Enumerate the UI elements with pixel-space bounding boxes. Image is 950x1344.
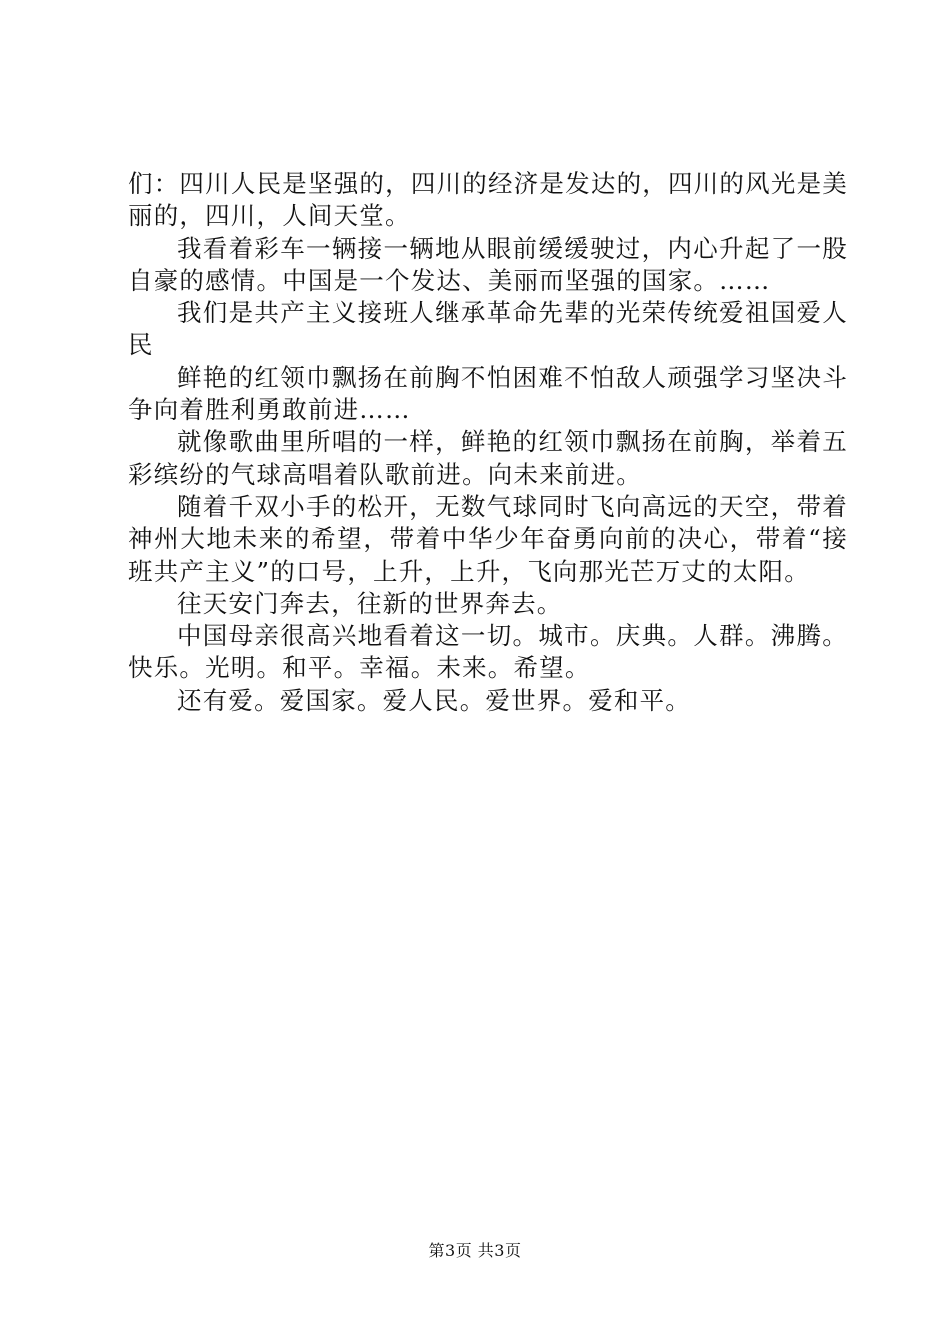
page-footer: 第3页 共3页 bbox=[428, 1241, 522, 1260]
paragraph-song-line-1: 我们是共产主义接班人继承革命先辈的光荣传统爱祖国爱人民 bbox=[128, 298, 848, 360]
paragraph-song-line-2: 鲜艳的红领巾飘扬在前胸不怕困难不怕敌人顽强学习坚决斗争向着胜利勇敢前进…… bbox=[128, 362, 848, 425]
paragraph-tiananmen: 往天安门奔去，往新的世界奔去。 bbox=[177, 588, 563, 618]
body-text bbox=[128, 168, 848, 717]
paragraph-marching: 就像歌曲里所唱的一样，鲜艳的红领巾飘扬在前胸，举着五彩缤纷的气球高唱着队歌前进。向未来前进。 bbox=[128, 427, 848, 489]
paragraph-parade-floats: 我看着彩车一辆接一辆地从眼前缓缓驶过，内心升起了一股自豪的感情。中国是一个发达、美丽而坚强的国家。…… bbox=[128, 233, 848, 295]
paragraph-love: 还有爱。爱国家。爱人民。爱世界。爱和平。 bbox=[177, 685, 691, 715]
paragraph-mother-china: 中国母亲很高兴地看着这一切。城市。庆典。人群。沸腾。快乐。光明。和平。幸福。未来。希望。 bbox=[128, 621, 848, 683]
paragraph-continuation: 们：四川人民是坚强的，四川的经济是发达的，四川的风光是美丽的，四川，人间天堂。 bbox=[128, 169, 848, 231]
paragraph-balloons: 随着千双小手的松开，无数气球同时飞向高远的天空，带着神州大地未来的希望，带着中华少年奋勇向前的决心，带着“接班共产主义”的口号，上升，上升，飞向那光芒万丈的太阳。 bbox=[128, 491, 848, 586]
